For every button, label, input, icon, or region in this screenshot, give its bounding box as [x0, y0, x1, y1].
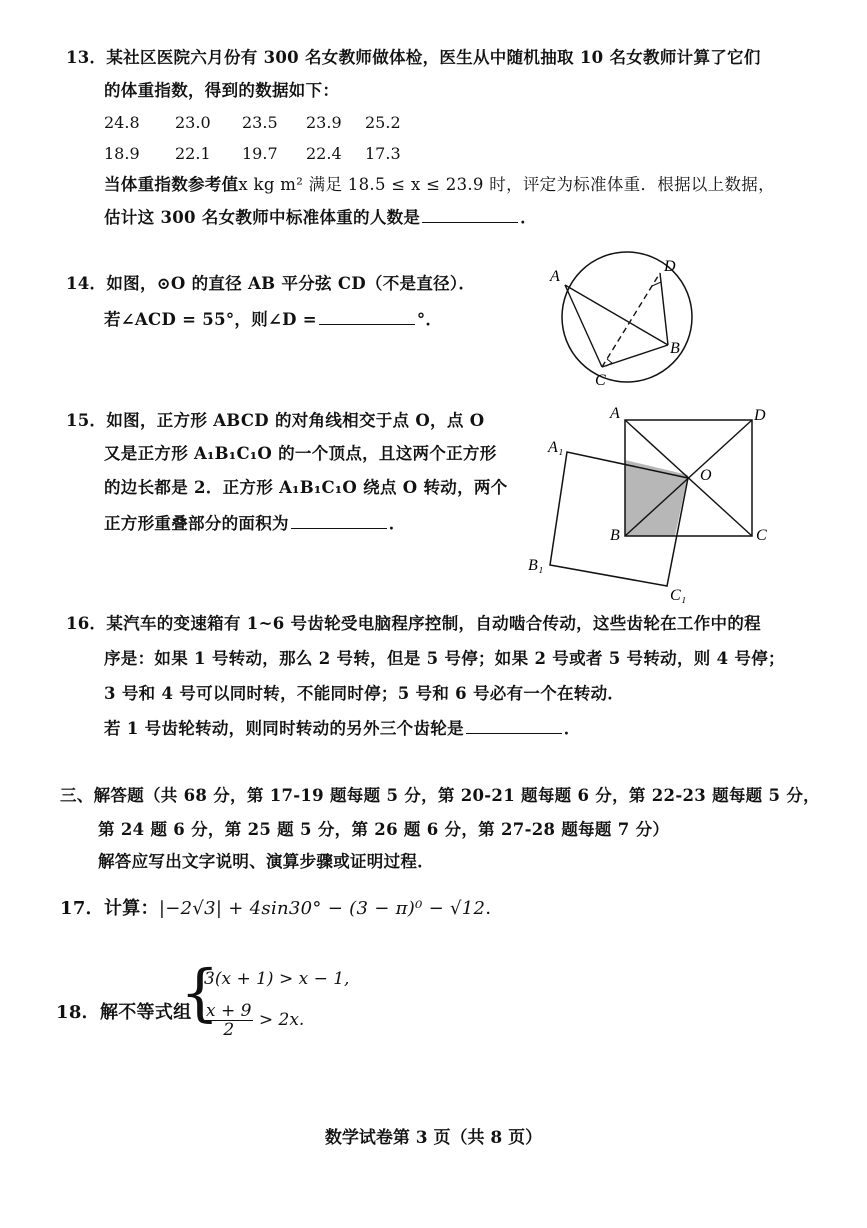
- q18-inequality-2-rest: > 2x.: [258, 1010, 305, 1030]
- section3-line2: 第 24 题 6 分，第 25 题 5 分，第 26 题 6 分，第 27-28 题每题 7 分）: [98, 820, 670, 839]
- chord-ab: [565, 285, 668, 345]
- q15-end: ．: [388, 514, 406, 533]
- answer-blank[interactable]: [466, 717, 562, 734]
- q18-inequality-2: [204, 1002, 304, 1039]
- q13-line3-a: 当体重指数参考值: [104, 175, 239, 194]
- fraction-numerator: x + 9: [206, 1001, 252, 1021]
- q17-expression: |−2√3| + 4sin30° − (3 − π)⁰ − √12: [158, 898, 486, 919]
- q15-line1: 15．如图，正方形 ABCD 的对角线相交于点 O，点 O: [66, 411, 485, 430]
- answer-blank[interactable]: [291, 512, 387, 529]
- q16-line2: 序是：如果 1 号转动，那么 2 号转，但是 5 号停；如果 2 号或者 5 号转动，则 4 号停；: [104, 649, 785, 668]
- q13-line3-b: x kg m² 满足 18.5 ≤ x ≤ 23.9 时，评定为标准体重．根据以上数据，: [238, 175, 775, 194]
- q17-end: ．: [485, 898, 504, 919]
- q14-question: 若∠ACD = 55°，则∠D =: [104, 310, 317, 329]
- q13-line3: [104, 174, 775, 196]
- label-a: A: [550, 268, 560, 285]
- label-c1: C₁: [670, 587, 687, 604]
- q16-line1: 16．某汽车的变速箱有 1~6 号齿轮受电脑程序控制，自动啮合传动，这些齿轮在工作中的程: [66, 614, 761, 633]
- chord-cd: [602, 273, 660, 367]
- q18-inequality-1: 3(x + 1) > x − 1,: [204, 969, 350, 989]
- data-value: 22.1: [175, 144, 211, 163]
- q14-line1: 14．如图，⊙O 的直径 AB 平分弦 CD（不是直径）．: [66, 274, 476, 293]
- system-brace: {: [180, 956, 220, 1029]
- data-value: 23.5: [242, 113, 278, 132]
- fraction: [204, 1002, 253, 1039]
- page-footer: 数学试卷第 3 页（共 8 页）: [324, 1128, 543, 1148]
- label-b: B: [670, 340, 680, 357]
- q14-line2: [104, 308, 442, 331]
- q14-unit: °．: [416, 310, 443, 329]
- data-value: 19.7: [242, 144, 278, 163]
- chord-ac: [565, 285, 602, 367]
- data-value: 23.0: [175, 113, 211, 132]
- label-b1: B₁: [528, 557, 544, 574]
- label-a1: A₁: [548, 439, 564, 456]
- q17-line: [60, 898, 504, 920]
- q16-line4: [104, 717, 581, 740]
- q13-end: ．: [520, 208, 538, 227]
- q13-question: 估计这 300 名女教师中标准体重的人数是: [104, 208, 421, 227]
- q16-question: 若 1 号齿轮转动，则同时转动的另外三个齿轮是: [104, 719, 464, 738]
- q18-label: 18．解不等式组: [56, 1002, 192, 1023]
- data-value: 18.9: [104, 144, 140, 163]
- label-o: O: [700, 467, 712, 484]
- label-d: D: [754, 407, 766, 424]
- q15-line2: 又是正方形 A₁B₁C₁O 的一个顶点，且这两个正方形: [104, 444, 497, 463]
- q16-line3: 3 号和 4 号可以同时转，不能同时停；5 号和 6 号必有一个在转动．: [104, 684, 625, 703]
- data-value: 17.3: [365, 144, 401, 163]
- answer-blank[interactable]: [422, 206, 518, 223]
- q13-line4: [104, 206, 537, 229]
- q16-end: ．: [563, 719, 581, 738]
- section3-heading: 三、解答题（共 68 分，第 17-19 题每题 5 分，第 20-21 题每题 6 分，第 22-23 题每题 5 分，: [60, 786, 820, 805]
- q14-circle-figure: [540, 245, 705, 395]
- answer-blank[interactable]: [319, 308, 415, 325]
- section3-instructions: 解答应写出文字说明、演算步骤或证明过程．: [98, 852, 434, 871]
- data-value: 24.8: [104, 113, 140, 132]
- label-d: D: [664, 258, 676, 275]
- q13-line1: 13．某社区医院六月份有 300 名女教师做体检，医生从中随机抽取 10 名女教师计算了它们: [66, 48, 761, 67]
- fraction-denominator: 2: [223, 1020, 235, 1040]
- data-value: 22.4: [306, 144, 342, 163]
- q15-line3: 的边长都是 2．正方形 A₁B₁C₁O 绕点 O 转动，两个: [104, 478, 508, 497]
- q17-label: 17．计算：: [60, 898, 159, 919]
- q13-line2: 的体重指数，得到的数据如下：: [104, 81, 340, 100]
- label-c: C: [756, 527, 767, 544]
- q15-question: 正方形重叠部分的面积为: [104, 514, 289, 533]
- data-value: 25.2: [365, 113, 401, 132]
- label-a: A: [610, 405, 620, 422]
- chord-cb: [602, 345, 668, 367]
- label-b: B: [610, 527, 620, 544]
- label-c: C: [595, 372, 606, 389]
- q15-line4: [104, 512, 406, 535]
- data-value: 23.9: [306, 113, 342, 132]
- q15-squares-figure: [520, 400, 780, 605]
